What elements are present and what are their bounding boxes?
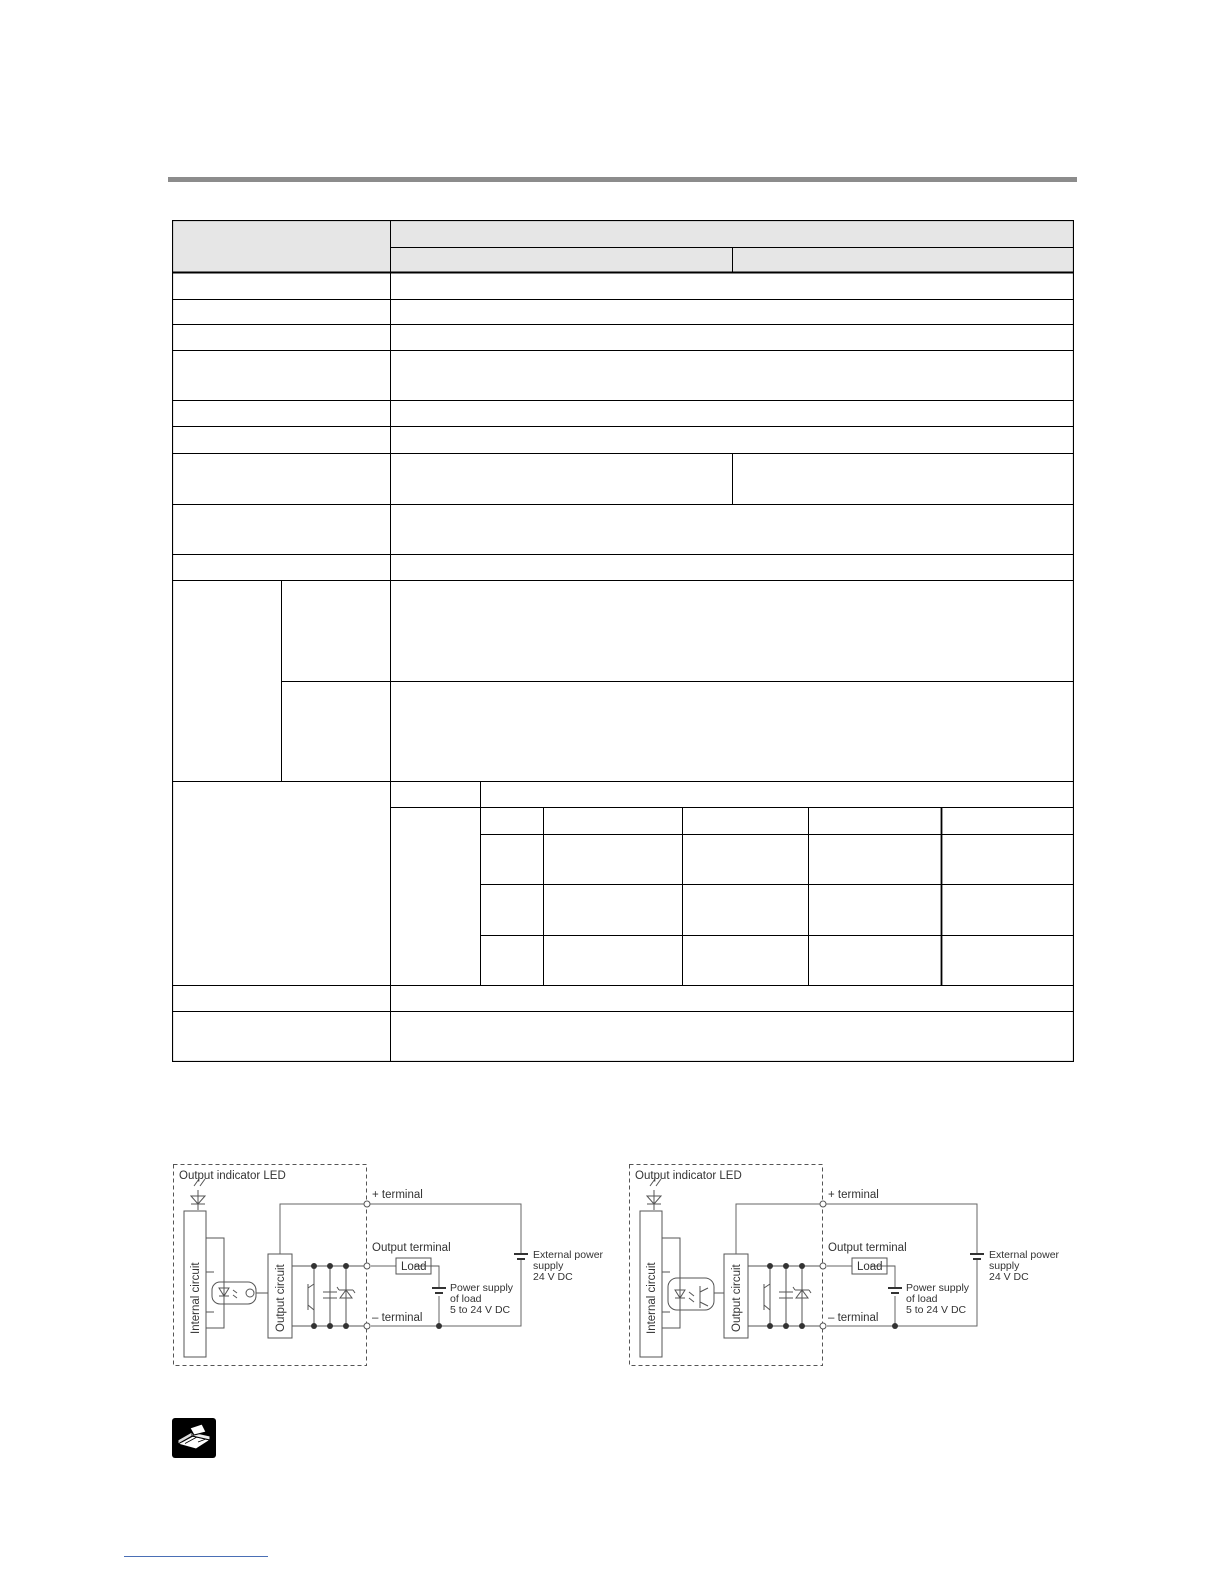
output-terminal-label: Output terminal (372, 1242, 451, 1254)
header-cell-sub (390, 247, 1073, 272)
specification-table-grid (172, 220, 1074, 1062)
plus-terminal-label: + terminal (372, 1189, 423, 1201)
minus-terminal-label: – terminal (372, 1312, 423, 1324)
minus-terminal-dot (820, 1323, 826, 1329)
power-supply-line2: of load (906, 1293, 938, 1305)
footer-link-underline (124, 1556, 268, 1557)
power-supply-line3: 5 to 24 V DC (450, 1304, 511, 1316)
external-supply-line3: 24 V DC (533, 1271, 573, 1283)
power-supply-line2: of load (450, 1293, 482, 1305)
module-boundary (630, 1165, 823, 1366)
photocoupler-icon (212, 1282, 256, 1304)
power-supply-line1: Power supply (450, 1282, 514, 1294)
note-book-icon (172, 1418, 216, 1458)
led-label: Output indicator LED (179, 1170, 286, 1182)
specification-table (172, 220, 1074, 1062)
external-supply-line1: External power (989, 1249, 1060, 1261)
transistor-icon (764, 1284, 770, 1310)
transistor-icon (308, 1284, 314, 1310)
internal-circuit-label: Internal circuit (646, 1262, 658, 1334)
output-terminal-label: Output terminal (828, 1242, 907, 1254)
header-cell-left (173, 221, 390, 272)
minus-terminal-label: – terminal (828, 1312, 879, 1324)
header-cell-top (390, 221, 1073, 247)
external-supply-line1: External power (533, 1249, 604, 1261)
power-supply-line1: Power supply (906, 1282, 970, 1294)
load-label: Load (401, 1261, 427, 1273)
external-supply-line2: supply (533, 1260, 564, 1272)
external-supply-line2: supply (989, 1260, 1020, 1272)
power-supply-line3: 5 to 24 V DC (906, 1304, 967, 1316)
led-icon (647, 1190, 661, 1210)
load-label: Load (857, 1261, 883, 1273)
circuit-diagram-right-svg (628, 1162, 1064, 1368)
led-label: Output indicator LED (635, 1170, 742, 1182)
output-terminal-dot (820, 1263, 826, 1269)
circuit-diagram-right (628, 1162, 1064, 1368)
minus-terminal-dot (364, 1323, 370, 1329)
led-icon (191, 1190, 205, 1210)
module-boundary (174, 1165, 367, 1366)
output-circuit-label: Output circuit (731, 1264, 743, 1332)
output-circuit-label: Output circuit (275, 1264, 287, 1332)
circuit-diagram-left-svg (172, 1162, 608, 1368)
external-supply-line3: 24 V DC (989, 1271, 1029, 1283)
plus-terminal-dot (364, 1201, 370, 1207)
plus-terminal-dot (820, 1201, 826, 1207)
plus-terminal-label: + terminal (828, 1189, 879, 1201)
internal-circuit-label: Internal circuit (190, 1262, 202, 1334)
output-terminal-dot (364, 1263, 370, 1269)
table-lines (172, 220, 1074, 1062)
section-rule (168, 177, 1077, 182)
circuit-diagram-left (172, 1162, 608, 1368)
